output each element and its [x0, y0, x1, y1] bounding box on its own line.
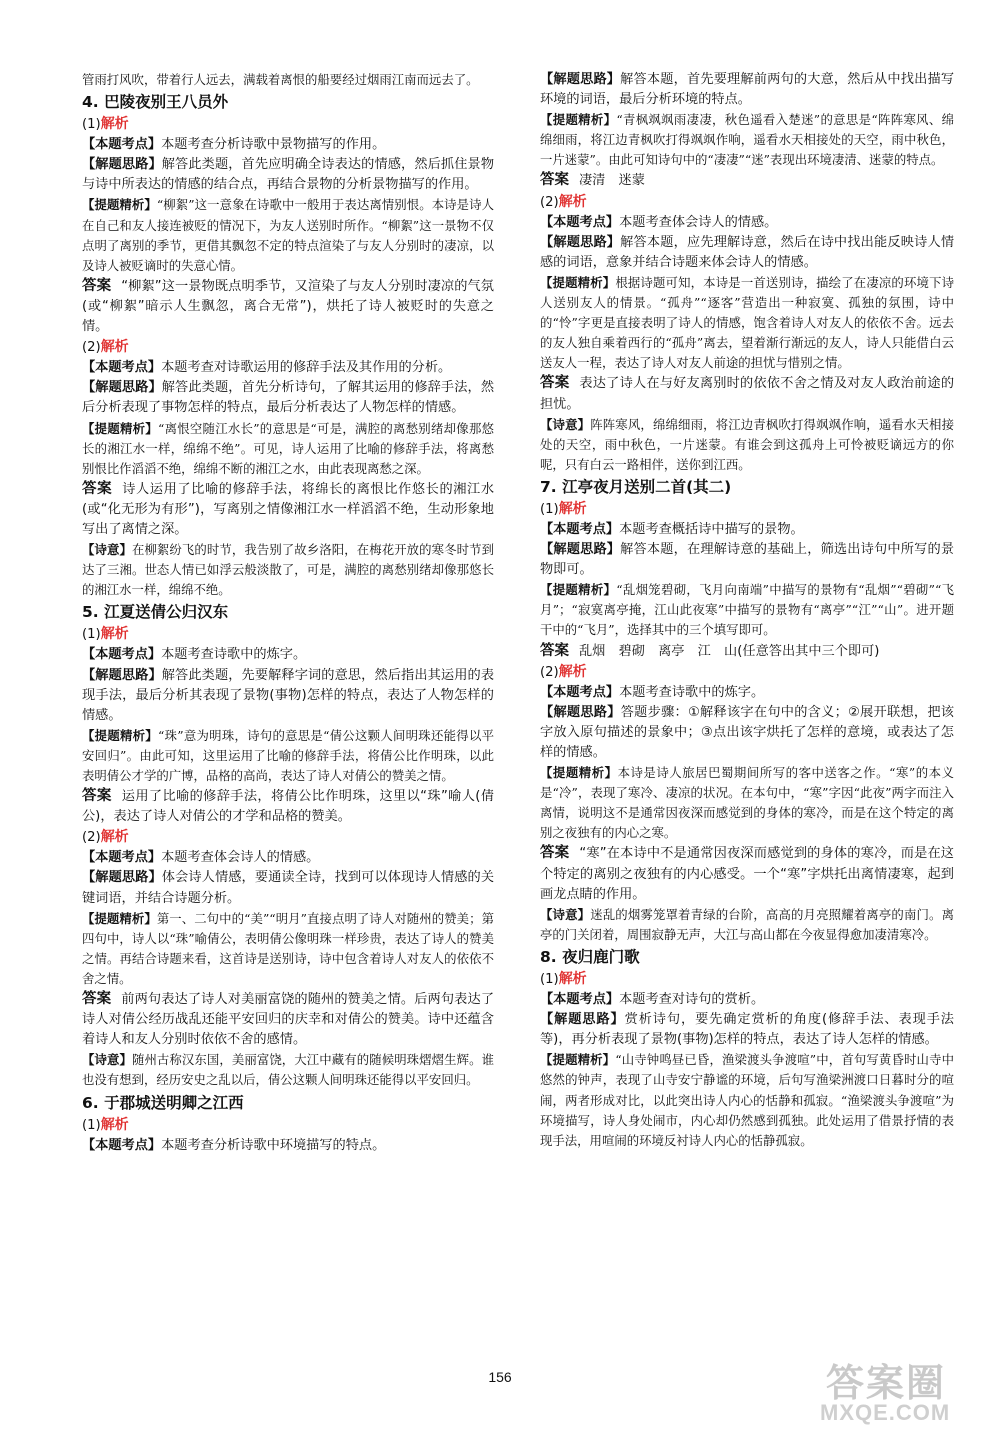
paragraph: [540, 1050, 954, 1150]
question-title: 5. 江夏送倩公归汉东: [82, 603, 229, 622]
answer-block: [82, 989, 494, 1050]
paragraph: [82, 868, 494, 908]
answer-tag: 答案: [82, 277, 112, 294]
subquestion-heading: [540, 192, 954, 213]
section-tag: 【本题考点】: [82, 1137, 162, 1153]
analysis-label: 解析: [558, 193, 587, 210]
section-tag: 【解题思路】: [82, 380, 162, 396]
paragraph: [540, 990, 954, 1010]
paragraph-text: “乱烟笼碧砌，飞月向南端”中描写的景物有“乱烟”“碧砌”“飞月”；“寂寞离亭掩，江山此夜寒”中描写的景物有“离亭”“江”“山”。进开题干中的“飞月”，选择其中的三个填写即可。: [540, 582, 955, 638]
section-tag: 【解题思路】: [540, 72, 621, 87]
paragraph-text: 解答本题，首先要理解前两句的大意，然后从中找出描写环境的词语，最后分析环境的特点。: [540, 72, 955, 108]
paragraph: [540, 415, 954, 475]
answer-text: 前两句表达了诗人对美丽富饶的随州的赞美之情。后两句表达了诗人对倩公经历战乱还能平安回归的庆幸和对倩公的赞美。诗中还蕴含着诗人和友人分别时依依不舍的感情。: [82, 992, 495, 1048]
section-tag: 【解题思路】: [540, 1012, 625, 1028]
paragraph: [540, 905, 954, 945]
paragraph: [540, 540, 954, 580]
subquestion-number: (2): [540, 194, 559, 210]
subquestion-heading: [540, 969, 954, 990]
section-tag: 【解题思路】: [82, 157, 162, 173]
paragraph-text: 根据诗题可知，本诗是一首送别诗，描绘了在凄凉的环境下诗人送别友人的情景。“孤舟”“逐客”营造出一种寂寞、孤独的氛围，诗中的“怜”字更是直接表明了诗人的情感，饱含着诗人对友人的依依不舍。远去的友人独自乘着西行的“孤舟”离去，望着渐行渐远的友人，诗人只能借白云送友人一程，表达了诗人对友人前途的担忧与惜别之情。: [540, 274, 955, 371]
paragraph: [540, 683, 954, 703]
analysis-label: 解析: [558, 500, 587, 517]
paragraph-text: “珠”意为明珠，诗句的意思是“倩公这颗人间明珠还能得以平安回归”。由此可知，这里运用了比喻的修辞手法，将倩公比作明珠，以此表明倩公才学的广博，品格的高尚，表达了诗人对倩公的赞美之情。: [82, 727, 494, 783]
paragraph-text: 在柳絮纷飞的时节，我告别了故乡洛阳，在梅花开放的寒冬时节到达了三湘。世态人情已如浮云般淡散了，可是，满腔的离愁别绪却像那悠长的湘江水一样，绵绵不绝。: [82, 542, 495, 598]
section-tag: 【本题考点】: [82, 647, 162, 663]
paragraph: [540, 520, 954, 540]
paragraph: [82, 419, 494, 479]
section-tag: 【本题考点】: [540, 684, 620, 700]
paragraph-text: 答题步骤：①解释该字在句中的含义；②展开联想，把该字放入原句描述的景象中；③点出该字烘托了怎样的意境，或表达了怎样的情感。: [540, 704, 954, 760]
watermark-url: MXQE.COM: [820, 1400, 951, 1425]
paragraph-text: 本题考查分析诗歌中环境描写的特点。: [161, 1137, 386, 1153]
paragraph: [82, 666, 494, 726]
paragraph: [540, 110, 954, 170]
section-tag: 【提题精析】: [82, 727, 158, 743]
section-tag: 【本题考点】: [540, 992, 620, 1008]
paragraph-text: “山寺钟鸣昼已昏，渔梁渡头争渡喧”中，首句写黄昏时山寺中悠然的钟声，表现了山寺安宁静谧的环境，后句写渔梁洲渡口日暮时分的喧闹，两者形成对比，以此突出诗人内心的恬静和孤寂。“渔梁渡头争渡喧”为环境描写，诗人身处闹市，内心却仍然感到孤独。此处运用了借景抒情的表现手法，用喧闹的环境反衬诗人内心的恬静孤寂。: [540, 1052, 955, 1148]
answer-block: [82, 276, 494, 337]
section-tag: 【提题精析】: [82, 197, 157, 213]
section-tag: 【诗意】: [540, 906, 591, 922]
paragraph: [82, 195, 494, 275]
paragraph: [82, 70, 494, 90]
answer-block: [540, 170, 954, 191]
question-title: 4. 巴陵夜别王八员外: [82, 93, 229, 112]
paragraph-text: 本题考查概括诗中描写的景物。: [619, 521, 804, 537]
section-tag: 【解题思路】: [82, 667, 162, 683]
paragraph-text: 赏析诗句，要先确定赏析的角度(修辞手法、表现手法等)，再分析表现了景物(事物)怎样的特点，表达了诗人怎样的情感。: [540, 1012, 954, 1048]
section-tag: 【提题精析】: [540, 112, 617, 128]
analysis-label: 解析: [100, 1116, 129, 1133]
section-tag: 【提题精析】: [82, 420, 158, 436]
answer-text: 运用了比喻的修辞手法，将倩公比作明珠，这里以“珠”喻人(倩公)，表达了诗人对倩公的才学和品格的赞美。: [82, 789, 495, 825]
paragraph-text: 解答此类题，先要解释字词的意思，然后指出其运用的表现手法，最后分析其表现了景物(事物)怎样的特点，表达了人物怎样的情感。: [82, 667, 495, 723]
paragraph: [82, 726, 494, 786]
subquestion-number: (1): [82, 1117, 101, 1133]
paragraph: [82, 358, 494, 378]
subquestion-number: (1): [540, 501, 559, 517]
section-tag: 【诗意】: [82, 542, 132, 558]
paragraph: [540, 580, 954, 640]
paragraph: [540, 703, 954, 763]
analysis-label: 解析: [100, 339, 129, 356]
paragraph: [540, 70, 954, 110]
paragraph-text: 第一、二句中的“美”“明月”直接点明了诗人对随州的赞美；第四句中，诗人以“珠”喻倩公，表明倩公像明珠一样珍贵，表达了诗人的赞美之情。再结合诗题来看，这首诗是送别诗，诗中包含着诗人对友人的依依不舍之情。: [82, 910, 494, 986]
paragraph-text: “青枫飒飒雨凄凄，秋色遥看入楚迷”的意思是“阵阵寒风、绵绵细雨，将江边青枫吹打得飒飒作响，遥看水天相接处的天空，雨中秋色，一片迷蒙”。由此可知诗句中的“凄凄”“迷”表现出环境凄清、迷蒙的特点。: [540, 112, 954, 168]
subquestion-heading: [82, 337, 494, 358]
paragraph-text: 本题考查对诗句的赏析。: [619, 992, 765, 1008]
paragraph-text: 本诗是诗人旅居巴蜀期间所写的客中送客之作。“寒”的本义是“冷”，表现了寒冷、凄凉的状况。在本句中，“寒”字因“此夜”两字而注入离情，说明这不是通常因夜深而感觉到的身体的寒冷，而是在这个特定的离别之夜独有的内心之寒。: [540, 765, 955, 841]
answer-block: [82, 479, 494, 540]
section-tag: 【本题考点】: [540, 214, 620, 230]
section-tag: 【解题思路】: [540, 234, 621, 250]
subquestion-number: (1): [540, 971, 559, 987]
answer-text: “柳絮”这一景物既点明季节，又渲染了与友人分别时凄凉的气氛(或“柳絮”暗示人生飘忽，离合无常”)，烘托了诗人被贬时的失意之情。: [82, 278, 494, 335]
answer-tag: 答案: [82, 788, 112, 805]
left-column: [82, 70, 494, 1156]
paragraph-text: 解答此类题，首先分析诗句，了解其运用的修辞手法，然后分析表现了事物怎样的特点，最后分析表达了人物怎样的情感。: [82, 380, 495, 416]
watermark-logo: 答案圈: [826, 1361, 947, 1405]
paragraph-text: 本题考查诗歌中的炼字。: [161, 647, 307, 663]
paragraph: [82, 1136, 494, 1156]
section-tag: 【本题考点】: [82, 850, 162, 866]
section-tag: 【提题精析】: [540, 1052, 616, 1068]
analysis-label: 解析: [100, 116, 129, 133]
answer-tag: 答案: [540, 845, 570, 862]
paragraph: [82, 848, 494, 868]
answer-tag: 答案: [540, 642, 569, 659]
section-tag: 【本题考点】: [82, 137, 162, 153]
paragraph-text: “柳絮”这一意象在诗歌中一般用于表达离情别恨。本诗是诗人在自己和友人接连被贬的情况下，为友人送别时所作。“柳絮”这一景物不仅点明了离别的季节，更借其飘忽不定的特点渲染了与友人分别时的凄凉，以及诗人被贬谪时的失意心情。: [82, 197, 494, 273]
question-title: 7. 江亭夜月送别二首(其二): [540, 477, 732, 496]
analysis-label: 解析: [100, 829, 129, 846]
section-tag: 【诗意】: [82, 1052, 132, 1068]
paragraph-text: 随州古称汉东国，美丽富饶，大江中藏有的随候明珠熠熠生辉。谁也没有想到，经历安史之乱以后，倩公这颗人间明珠还能得以平安回归。: [82, 1052, 495, 1088]
answer-text: 凄清 迷蒙: [579, 173, 645, 189]
section-tag: 【解题思路】: [540, 704, 621, 720]
answer-text: “寒”在本诗中不是通常因夜深而感觉到的身体的寒冷，而是在这个特定的离别之夜独有的内心感受。一个“寒”字烘托出离情凄寒，起到画龙点睛的作用。: [540, 846, 954, 902]
paragraph-text: 解答本题，应先理解诗意，然后在诗中找出能反映诗人情感的词语，意象并结合诗题来体会诗人的情感。: [540, 234, 955, 270]
paragraph: [540, 1010, 954, 1050]
analysis-label: 解析: [100, 626, 129, 643]
answer-block: [540, 373, 954, 414]
paragraph-text: 解答本题，在理解诗意的基础上，筛选出诗句中所写的景物即可。: [540, 542, 955, 578]
paragraph-text: 阵阵寒风，绵绵细雨，将江边青枫吹打得飒飒作响，遥看水天相接处的天空，雨中秋色，一片迷蒙。有谁会到这孤舟上可怜被贬谪远方的你呢，只有白云一路相伴，送你到江西。: [540, 416, 955, 472]
answer-text: 乱烟 碧砌 离亭 江 山(任意答出其中三个即可): [579, 643, 880, 659]
paragraph: [82, 909, 494, 989]
paragraph: [540, 213, 954, 233]
paragraph-text: “离恨空随江水长”的意思是“可是，满腔的离愁别绪却像那悠长的湘江水一样，绵绵不绝”。可见，诗人运用了比喻的修辞手法，将离愁别恨比作滔滔不绝，绵绵不断的湘江之水，由此表现离愁之深。: [82, 420, 494, 476]
answer-tag: 答案: [540, 172, 569, 189]
subquestion-heading: [82, 114, 494, 135]
answer-block: [540, 843, 954, 904]
subquestion-number: (2): [82, 830, 101, 846]
section-tag: 【解题思路】: [82, 870, 162, 886]
paragraph-text: 本题考查诗歌中的炼字。: [619, 684, 765, 700]
subquestion-heading: [540, 499, 954, 520]
paragraph-text: 本题考查对诗歌运用的修辞手法及其作用的分析。: [161, 360, 452, 376]
paragraph-text: 本题考查分析诗歌中景物描写的作用。: [161, 137, 386, 153]
section-tag: 【提题精析】: [540, 582, 617, 598]
answer-block: [82, 786, 494, 827]
paragraph: [82, 155, 494, 195]
answer-tag: 答案: [82, 480, 113, 497]
watermark: [820, 1352, 992, 1426]
section-tag: 【本题考点】: [540, 521, 620, 537]
subquestion-number: (1): [82, 117, 101, 133]
section-tag: 【本题考点】: [82, 360, 162, 376]
subquestion-number: (1): [82, 627, 101, 643]
analysis-label: 解析: [558, 970, 587, 987]
paragraph-text: 本题考查体会诗人的情感。: [619, 214, 778, 230]
paragraph-text: 解答此类题，首先应明确全诗表达的情感，然后抓住景物与诗中所表达的情感的结合点，再结合景物的分析景物描写的作用。: [82, 157, 495, 193]
paragraph: [82, 378, 494, 418]
paragraph: [82, 1050, 494, 1090]
section-tag: 【诗意】: [540, 416, 591, 432]
section-tag: 【提题精析】: [540, 274, 616, 290]
paragraph: [82, 540, 494, 600]
answer-block: [540, 641, 954, 662]
analysis-label: 解析: [558, 663, 587, 680]
question-title: 8. 夜归鹿门歌: [540, 947, 640, 966]
question-title: 6. 于郡城送明卿之江西: [82, 1093, 244, 1112]
section-tag: 【解题思路】: [540, 542, 621, 558]
answer-text: 诗人运用了比喻的修辞手法，将绵长的离恨比作悠长的湘江水(或“化无形为有形”)，写离别之情像湘江水一样滔滔不绝，生动形象地写出了离情之深。: [82, 481, 495, 537]
paragraph: [540, 763, 954, 843]
paragraph: [540, 273, 954, 373]
page-number: 156: [488, 1369, 512, 1385]
answer-tag: 答案: [82, 991, 112, 1008]
paragraph-text: 体会诗人情感，要通读全诗，找到可以体现诗人情感的关键词语，并结合诗题分析。: [82, 870, 495, 906]
subquestion-heading: [82, 1115, 494, 1136]
section-tag: 【提题精析】: [540, 765, 618, 781]
paragraph: [82, 135, 494, 155]
paragraph: [540, 233, 954, 273]
subquestion-heading: [82, 827, 494, 848]
subquestion-number: (2): [82, 340, 101, 356]
subquestion-heading: [82, 624, 494, 645]
subquestion-number: (2): [540, 664, 559, 680]
subquestion-heading: [540, 662, 954, 683]
paragraph-text: 本题考查体会诗人的情感。: [161, 850, 320, 866]
paragraph-text: 管雨打风吹，带着行人远去，满载着离恨的船要经过烟雨江南而远去了。: [82, 72, 479, 87]
paragraph: [82, 645, 494, 665]
right-column: [540, 70, 954, 1151]
paragraph-text: 迷乱的烟雾笼罩着青绿的台阶，高高的月亮照耀着离亭的南门。离亭的门关闭着，周围寂静无声，大江与高山都在今夜显得愈加凄清寒冷。: [540, 906, 955, 942]
answer-text: 表达了诗人在与好友离别时的依依不舍之情及对友人政治前途的担忧。: [540, 376, 955, 412]
answer-tag: 答案: [540, 375, 570, 392]
section-tag: 【提题精析】: [82, 910, 157, 926]
